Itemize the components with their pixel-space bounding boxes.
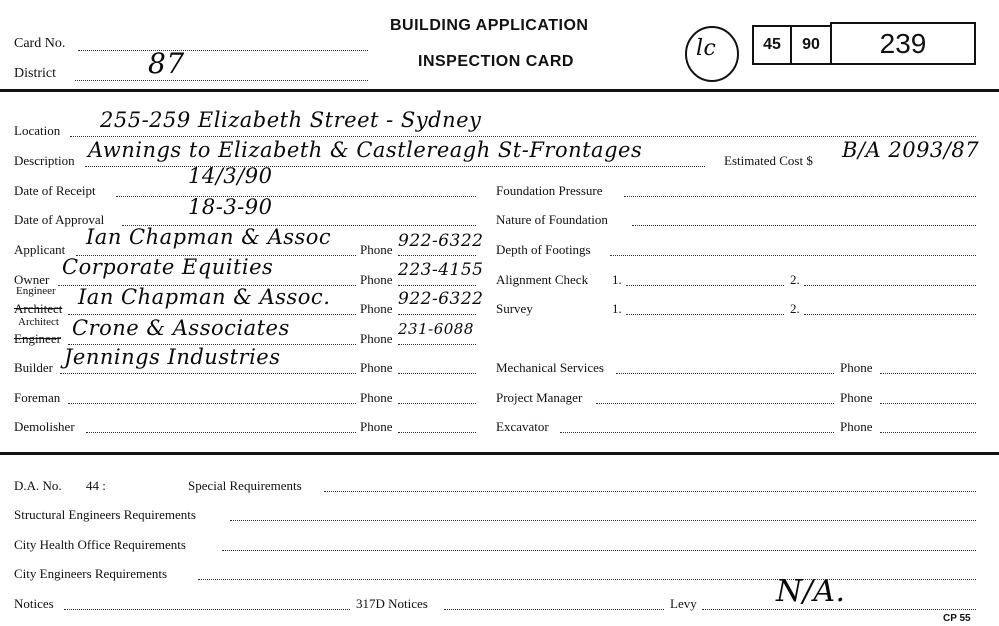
mechanical-phone-line <box>880 373 976 374</box>
excavator-phone-label: Phone <box>840 419 873 434</box>
foreman-phone-label: Phone <box>360 390 393 405</box>
owner-value: Corporate Equities <box>62 255 274 279</box>
location-label: Location <box>14 123 61 138</box>
structural-label: Structural Engineers Requirements <box>14 507 196 522</box>
header-divider <box>0 89 999 92</box>
survey-line1 <box>626 314 784 315</box>
title-line1: BUILDING APPLICATION <box>390 17 589 34</box>
date-receipt-label: Date of Receipt <box>14 183 96 198</box>
special-req-label: Special Requirements <box>188 478 302 493</box>
excavator-label: Excavator <box>496 419 549 434</box>
foreman-phone-line <box>398 403 476 404</box>
builder-label: Builder <box>14 360 53 375</box>
card-no-line <box>78 50 368 51</box>
mechanical-line <box>616 373 834 374</box>
circle-mark-text: lc <box>696 36 717 61</box>
demolisher-label: Demolisher <box>14 419 75 434</box>
description-line <box>85 166 705 167</box>
survey-line2 <box>804 314 976 315</box>
title-line2: INSPECTION CARD <box>418 53 574 70</box>
alignment-num1: 1. <box>612 272 622 287</box>
demolisher-line <box>86 432 356 433</box>
city-eng-line <box>198 579 976 580</box>
health-line <box>222 550 976 551</box>
engineer-phone-label: Phone <box>360 331 393 346</box>
date-approval-value: 18-3-90 <box>188 195 273 219</box>
architect-phone: 922-6322 <box>398 289 484 309</box>
architect-phone-label: Phone <box>360 301 393 316</box>
applicant-phone: 922-6322 <box>398 231 484 251</box>
alignment-line1 <box>626 285 784 286</box>
engineer-label: Engineer <box>16 285 56 297</box>
foreman-line <box>68 403 356 404</box>
applicant-value: Ian Chapman & Assoc <box>86 225 332 249</box>
structural-line <box>230 520 976 521</box>
description-label: Description <box>14 153 75 168</box>
da-label: D.A. No. <box>14 478 62 493</box>
location-value: 255-259 Elizabeth Street - Sydney <box>100 108 482 132</box>
demolisher-phone-line <box>398 432 476 433</box>
depth-footings-label: Depth of Footings <box>496 242 591 257</box>
survey-label: Survey <box>496 301 533 316</box>
district-label: District <box>14 66 56 81</box>
owner-phone: 223-4155 <box>398 260 484 280</box>
levy-line <box>702 609 976 610</box>
notices-317d-line <box>444 609 664 610</box>
date-receipt-value: 14/3/90 <box>188 164 273 188</box>
applicant-phone-label: Phone <box>360 242 393 257</box>
builder-line <box>60 373 356 374</box>
district-value: 87 <box>148 47 185 80</box>
applicant-phone-line <box>398 255 476 256</box>
code-box-1: 45 <box>752 25 792 65</box>
builder-phone-label: Phone <box>360 360 393 375</box>
engineer2-label-struck: Engineer <box>14 331 61 346</box>
notices-label: Notices <box>14 596 54 611</box>
project-manager-phone-line <box>880 403 976 404</box>
owner-phone-line <box>398 285 476 286</box>
architect-line <box>68 314 356 315</box>
location-line <box>70 136 976 137</box>
levy-label: Levy <box>670 596 697 611</box>
special-req-line <box>324 491 976 492</box>
project-manager-label: Project Manager <box>496 390 583 405</box>
survey-num1: 1. <box>612 301 622 316</box>
applicant-label: Applicant <box>14 242 66 257</box>
notices-line <box>64 609 350 610</box>
section-divider <box>0 452 999 455</box>
da-value: 44 : <box>86 478 106 493</box>
code-box-2: 90 <box>790 25 832 65</box>
owner-phone-label: Phone <box>360 272 393 287</box>
estimated-cost-label: Estimated Cost $ <box>724 153 813 168</box>
description-value: Awnings to Elizabeth & Castlereagh St-Frontages <box>88 138 643 162</box>
architect-phone-line <box>398 314 476 315</box>
code-box-3: 239 <box>830 22 976 65</box>
notices-317d-label: 317D Notices <box>356 596 428 611</box>
architect2-label: Architect <box>18 316 59 328</box>
project-manager-line <box>596 403 834 404</box>
form-code: CP 55 <box>943 613 971 624</box>
engineer-phone: 231-6088 <box>398 320 474 338</box>
date-approval-label: Date of Approval <box>14 212 105 227</box>
levy-value: N/A. <box>776 574 846 609</box>
architect-label-struck: Architect <box>14 301 63 316</box>
survey-num2: 2. <box>790 301 800 316</box>
alignment-num2: 2. <box>790 272 800 287</box>
demolisher-phone-label: Phone <box>360 419 393 434</box>
card-no-label: Card No. <box>14 36 66 51</box>
nature-foundation-label: Nature of Foundation <box>496 212 608 227</box>
mechanical-phone-label: Phone <box>840 360 873 375</box>
excavator-phone-line <box>880 432 976 433</box>
mechanical-label: Mechanical Services <box>496 360 604 375</box>
engineer-value: Crone & Associates <box>72 316 290 340</box>
nature-foundation-line <box>632 225 976 226</box>
estimated-cost-value: B/A 2093/87 <box>842 138 980 162</box>
owner-label: Owner <box>14 272 50 287</box>
foreman-label: Foreman <box>14 390 61 405</box>
excavator-line <box>560 432 834 433</box>
architect-value: Ian Chapman & Assoc. <box>78 285 331 309</box>
builder-value: Jennings Industries <box>64 345 281 369</box>
alignment-line2 <box>804 285 976 286</box>
builder-phone-line <box>398 373 476 374</box>
depth-footings-line <box>610 255 976 256</box>
city-eng-label: City Engineers Requirements <box>14 566 168 581</box>
health-label: City Health Office Requirements <box>14 537 186 552</box>
district-line <box>75 80 368 81</box>
engineer-phone-line <box>398 344 476 345</box>
alignment-check-label: Alignment Check <box>496 272 589 287</box>
date-receipt-line <box>116 196 476 197</box>
foundation-pressure-label: Foundation Pressure <box>496 183 603 198</box>
project-manager-phone-label: Phone <box>840 390 873 405</box>
foundation-pressure-line <box>624 196 976 197</box>
